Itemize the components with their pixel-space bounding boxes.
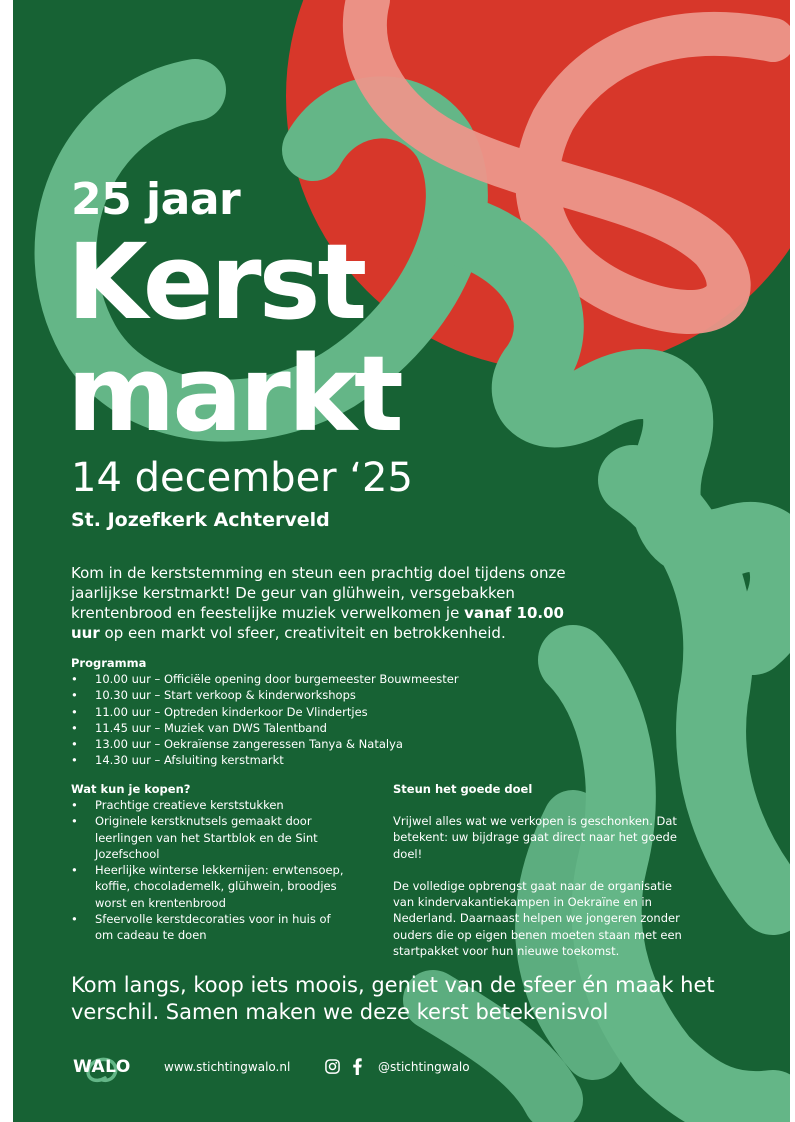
program-section	[71, 656, 511, 769]
program-item: • 10.00 uur – Officiële opening door burgemeester Bouwmeester	[71, 671, 511, 687]
program-title: Programma	[71, 656, 147, 670]
instagram-icon[interactable]	[325, 1059, 340, 1074]
charity-section	[393, 782, 693, 959]
intro-text-after: op een markt vol sfeer, creativiteit en betrokkenheid.	[99, 624, 506, 642]
intro-bold-time: vanaf 10.00 uur	[71, 604, 564, 642]
program-item: • 14.30 uur – Afsluiting kerstmarkt	[71, 752, 511, 768]
closing-statement: Kom langs, koop iets moois, geniet van de sfeer én maak het verschil. Samen maken we deze kerst betekenisvol	[71, 973, 715, 1024]
facebook-icon[interactable]	[351, 1058, 363, 1075]
program-item: • 11.00 uur – Optreden kinderkoor De Vlindertjes	[71, 704, 511, 720]
shop-title: Wat kun je kopen?	[71, 782, 191, 796]
social-handle[interactable]: @stichtingwalo	[378, 1060, 470, 1074]
intro-paragraph	[71, 563, 571, 643]
shop-item: • Heerlijke winterse lekkernijen: erwtensoep, koffie, chocolademelk, glühwein, broodjes worst en krentenbrood	[71, 862, 351, 911]
shop-item: • Originele kerstknutsels gemaakt door leerlingen van het Startblok en de Sint Jozefschool	[71, 813, 351, 862]
shop-section	[71, 782, 351, 944]
walo-logo[interactable]	[71, 1054, 149, 1084]
anniversary-kicker: 25 jaar	[71, 174, 241, 225]
program-item: • 13.00 uur – Oekraïense zangeressen Tanya & Natalya	[71, 736, 511, 752]
event-date: 14 december ‘25	[71, 455, 413, 501]
title-line-1: Kerst	[67, 221, 365, 343]
program-list	[71, 671, 511, 769]
event-location: St. Jozefkerk Achterveld	[71, 509, 330, 531]
logo-text: WALO	[73, 1057, 131, 1077]
shop-item: • Prachtige creatieve kerststukken	[71, 797, 351, 813]
intro-text-before: Kom in de kerststemming en steun een prachtig doel tijdens onze jaarlijkse kerstmarkt! De geur van glühwein, versgebakken krentenbrood en feestelijke muziek verwelkomen je	[71, 564, 566, 622]
shop-list	[71, 797, 351, 944]
shop-item: • Sfeervolle kerstdecoraties voor in huis of om cadeau te doen	[71, 911, 351, 944]
charity-paragraph: De volledige opbrengst gaat naar de organisatie van kindervakantiekampen in Oekraïne en in Nederland. Daarnaast helpen we jongeren zonder ouders die op eigen benen moeten staan met een startpakket voor hun nieuwe toekomst.	[393, 878, 682, 959]
footer	[71, 1054, 771, 1084]
program-item: • 11.45 uur – Muziek van DWS Talentband	[71, 720, 511, 736]
program-item: • 10.30 uur – Start verkoop & kinderworkshops	[71, 687, 511, 703]
poster	[13, 0, 790, 1122]
title-line-2: markt	[67, 333, 401, 455]
charity-title: Steun het goede doel	[393, 782, 533, 796]
website-link[interactable]: www.stichtingwalo.nl	[164, 1060, 291, 1074]
charity-paragraph: Vrijwel alles wat we verkopen is geschonken. Dat betekent: uw bijdrage gaat direct naar het goede doel!	[393, 814, 677, 861]
